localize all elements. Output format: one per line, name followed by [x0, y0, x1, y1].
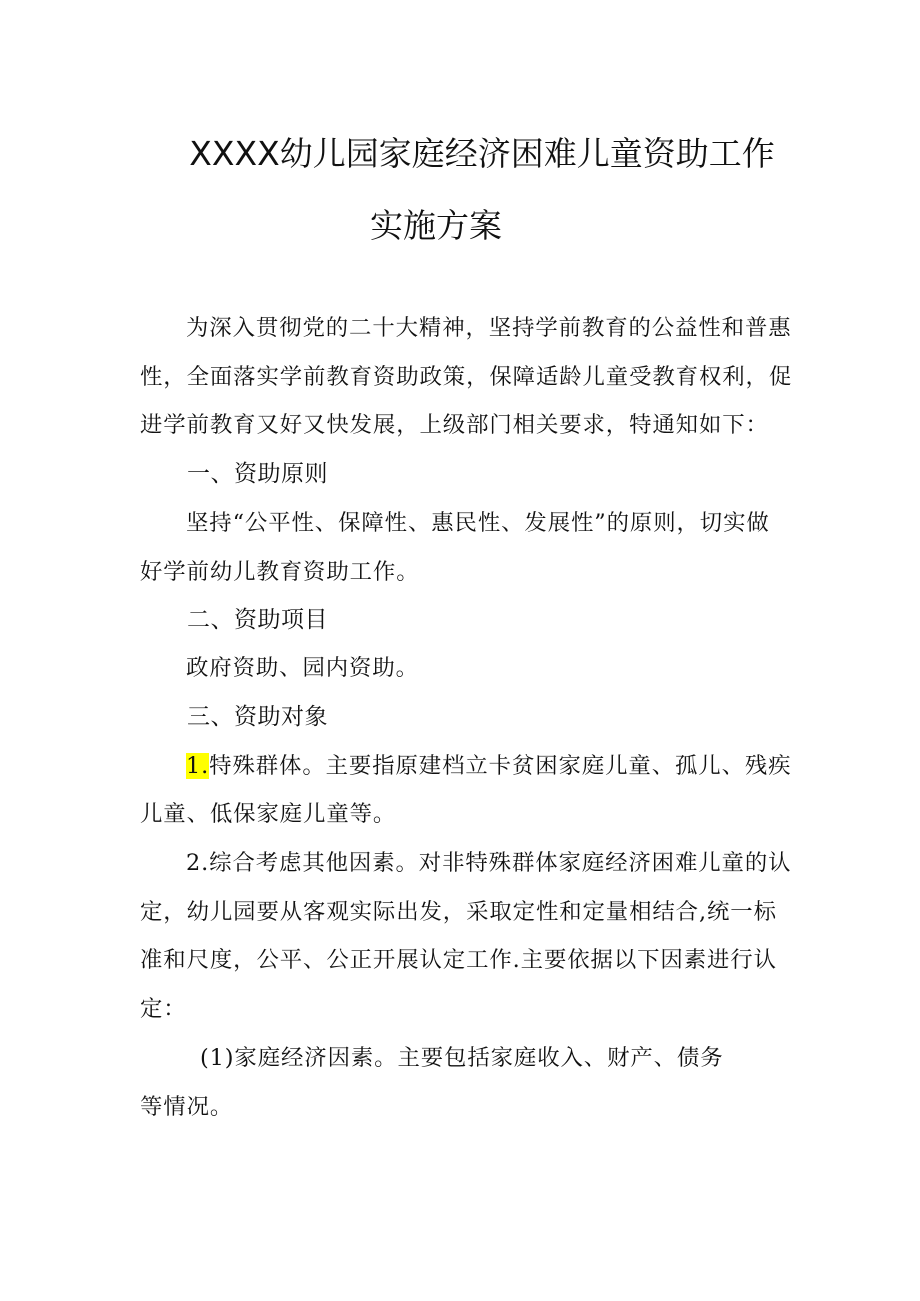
intro-line-1: 为深入贯彻党的二十大精神，坚持学前教育的公益性和普惠	[186, 315, 792, 341]
sub-item-1-line-2: 等情况。	[140, 1094, 234, 1120]
section-1-heading: 一、资助原则	[187, 461, 328, 487]
item-1-line-1	[186, 751, 836, 781]
intro-line-2: 性，全面落实学前教育资助政策，保障适龄儿童受教育权利，促	[140, 364, 793, 390]
item-1-number-highlight: 1.	[186, 753, 210, 779]
sub-item-1-line-1: (1)家庭经济因素。主要包括家庭收入、财产、债务	[200, 1045, 724, 1071]
item-1-text: 特殊群体。主要指原建档立卡贫困家庭儿童、孤儿、残疾	[209, 753, 792, 779]
item-2-line-2: 定，幼儿园要从客观实际出发，采取定性和定量相结合,统一标	[140, 899, 777, 925]
item-2-line-4: 定：	[140, 996, 187, 1022]
intro-line-3: 进学前教育又好又快发展，上级部门相关要求，特通知如下：	[140, 412, 769, 438]
item-1-line-2: 儿童、低保家庭儿童等。	[140, 801, 397, 827]
section-3-heading: 三、资助对象	[187, 704, 328, 730]
document-title-line-2: 实施方案	[370, 206, 502, 245]
section-2-heading: 二、资助项目	[187, 607, 328, 633]
section-2-body: 政府资助、园内资助。	[186, 655, 419, 681]
document-title-line-1: XXXX幼儿园家庭经济困难儿童资助工作	[189, 134, 775, 173]
section-1-body-line-1: 坚持“公平性、保障性、惠民性、发展性”的原则，切实做	[186, 510, 770, 536]
item-2-line-1: 2.综合考虑其他因素。对非特殊群体家庭经济困难儿童的认	[186, 850, 792, 876]
section-1-body-line-2: 好学前幼儿教育资助工作。	[140, 559, 420, 585]
item-2-line-3: 准和尺度，公平、公正开展认定工作.主要依据以下因素进行认	[140, 947, 777, 973]
